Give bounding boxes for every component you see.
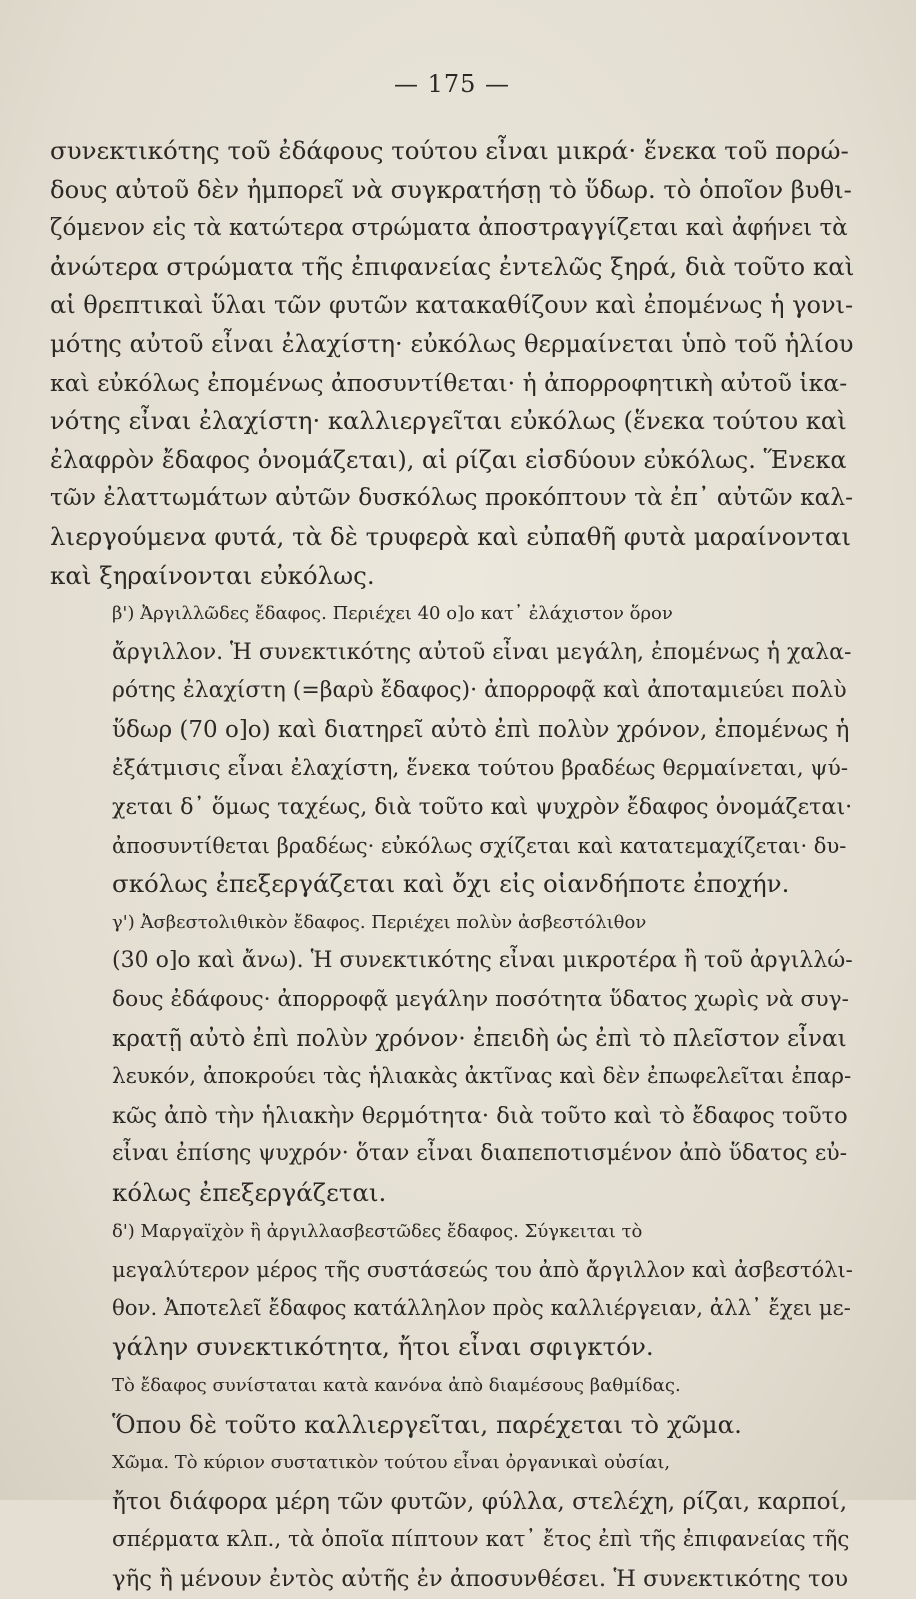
text-line: Χῶμα. Τὸ κύριον συστατικὸν τούτου εἶναι ὀργανικαὶ οὐσίαι, xyxy=(112,1452,671,1474)
text-line: τῶν ἐλαττωμάτων αὐτῶν δυσκόλως προκόπτουν τὰ ἐπ᾽ αὐτῶν καλ- xyxy=(50,484,853,512)
text-line: ἄργιλλον. Ἡ συνεκτικότης αὐτοῦ εἶναι μεγάλη, ἐπομένως ἡ χαλα- xyxy=(112,639,852,665)
text-line: καὶ ξηραίνονται εὐκόλως. xyxy=(50,560,375,590)
text-line: δους ἐδάφους· ἀπορροφᾷ μεγάλην ποσότητα ὕδατος χωρὶς νὰ συγ- xyxy=(112,987,849,1013)
text-line: ἤτοι διάφορα μέρη τῶν φυτῶν, φύλλα, στελέχη, ρίζαι, καρποί, xyxy=(112,1487,848,1515)
text-line: θον. Ἀποτελεῖ ἔδαφος κατάλληλον πρὸς καλλιέργειαν, ἀλλ᾽ ἔχει με- xyxy=(112,1295,851,1321)
paragraph-humus xyxy=(50,1444,854,1598)
paragraph-soil-layers xyxy=(50,1367,854,1444)
text-line: κόλως ἐπεξεργάζεται. xyxy=(112,1178,387,1208)
text-line: λευκόν, ἀποκρούει τὰς ἡλιακὰς ἀκτῖνας καὶ δὲν ἐπωφελεῖται ἐπαρ- xyxy=(112,1064,852,1090)
text-line: καὶ εὐκόλως ἐπομένως ἀποσυντίθεται· ἡ ἀπορροφητικὴ αὐτοῦ ἱκα- xyxy=(50,368,848,397)
text-line: ἀνώτερα στρώματα τῆς ἐπιφανείας ἐντελῶς ξηρά, διὰ τοῦτο καὶ xyxy=(50,251,855,281)
body-text xyxy=(50,132,854,1599)
text-line: Τὸ ἔδαφος συνίσταται κατὰ κανόνα ἀπὸ διαμέσους βαθμίδας. xyxy=(112,1375,681,1396)
text-line: Ὅπου δὲ τοῦτο καλλιεργεῖται, παρέχεται τὸ χῶμα. xyxy=(112,1409,742,1439)
paragraph-sandy-soil-continued xyxy=(50,132,854,595)
text-line: γ') Ἀσβεστολιθικὸν ἔδαφος. Περιέχει πολὺν ἀσβεστόλιθον xyxy=(112,911,647,933)
text-line: ζόμενον εἰς τὰ κατώτερα στρώματα ἀποστραγγίζεται καὶ ἀφήνει τὰ xyxy=(50,215,848,242)
text-line: ἀποσυντίθεται βραδέως· εὐκόλως σχίζεται καὶ κατατεμαχίζεται· δυ- xyxy=(112,833,847,858)
paragraph-marl-soil xyxy=(50,1213,854,1367)
text-line: μότης αὐτοῦ εἶναι ἐλαχίστη· εὐκόλως θερμαίνεται ὑπὸ τοῦ ἡλίου xyxy=(50,328,854,358)
text-line: σκόλως ἐπεξεργάζεται καὶ ὄχι εἰς οἱανδήποτε ἐποχήν. xyxy=(112,869,790,899)
text-line: ἐξάτμισις εἶναι ἐλαχίστη, ἕνεκα τούτου βραδέως θερμαίνεται, ψύ- xyxy=(112,755,849,781)
text-line: γῆς ἢ μένουν ἐντὸς αὐτῆς ἐν ἀποσυνθέσει. Ἡ συνεκτικότης του xyxy=(112,1565,849,1592)
page-number: — 175 — xyxy=(393,70,511,98)
text-line: συνεκτικότης τοῦ ἐδάφους τούτου εἶναι μικρά· ἕνεκα τοῦ πορώ- xyxy=(50,136,849,165)
text-line: εἶναι ἐπίσης ψυχρόν· ὅταν εἶναι διαπεποτισμένον ἀπὸ ὕδατος εὐ- xyxy=(112,1141,848,1167)
text-line: κῶς ἀπὸ τὴν ἡλιακὴν θερμότητα· διὰ τοῦτο καὶ τὸ ἔδαφος τοῦτο xyxy=(112,1102,848,1129)
text-line: δ') Μαργαϊχὸν ἢ ἀργιλλασβεστῶδες ἔδαφος. Σύγκειται τὸ xyxy=(112,1220,643,1242)
text-line: χεται δ᾽ ὅμως ταχέως, διὰ τοῦτο καὶ ψυχρὸν ἔδαφος ὀνομάζεται· xyxy=(112,794,853,821)
text-line: β') Ἀργιλλῶδες ἔδαφος. Περιέχει 40 ο]ο κατ᾽ ἐλάχιστον ὅρον xyxy=(112,603,673,625)
text-line: ὕδωρ (70 ο]ο) καὶ διατηρεῖ αὐτὸ ἐπὶ πολὺν χρόνον, ἐπομένως ἡ xyxy=(112,716,850,743)
text-line: ἐλαφρὸν ἔδαφος ὀνομάζεται), αἱ ρίζαι εἰσδύουν εὐκόλως. Ἕνεκα xyxy=(50,445,847,474)
text-line: ρότης ἐλαχίστη (=βαρὺ ἔδαφος)· ἀπορροφᾷ καὶ ἀποταμιεύει πολὺ xyxy=(112,678,847,704)
text-line: δους αὐτοῦ δὲν ἠμπορεῖ νὰ συγκρατήσῃ τὸ ὕδωρ. τὸ ὁποῖον βυθι- xyxy=(50,174,852,204)
text-line: (30 ο]ο καὶ ἄνω). Ἡ συνεκτικότης εἶναι μικροτέρα ἢ τοῦ ἀργιλλώ- xyxy=(112,948,853,974)
text-line: λιεργούμενα φυτά, τὰ δὲ τρυφερὰ καὶ εὐπαθῆ φυτὰ μαραίνονται xyxy=(50,521,851,551)
text-line: κρατῇ αὐτὸ ἐπὶ πολὺν χρόνον· ἐπειδὴ ὡς ἐπὶ τὸ πλεῖστον εἶναι xyxy=(112,1025,847,1052)
text-line: γάλην συνεκτικότητα, ἤτοι εἶναι σφιγκτόν. xyxy=(112,1332,654,1362)
text-line: αἱ θρεπτικαὶ ὕλαι τῶν φυτῶν κατακαθίζουν καὶ ἐπομένως ἡ γονι- xyxy=(50,291,854,320)
paragraph-limestone-soil xyxy=(50,904,854,1213)
text-line: νότης εἶναι ἐλαχίστη· καλλιεργεῖται εὐκόλως (ἕνεκα τούτου καὶ xyxy=(50,406,847,436)
paragraph-clay-soil xyxy=(50,595,854,904)
text-line: σπέρματα κλπ., τὰ ὁποῖα πίπτουν κατ᾽ ἔτος ἐπὶ τῆς ἐπιφανείας τῆς xyxy=(112,1527,850,1553)
text-line: μεγαλύτερον μέρος τῆς συστάσεώς του ἀπὸ ἄργιλλον καὶ ἀσβεστόλι- xyxy=(112,1258,853,1283)
